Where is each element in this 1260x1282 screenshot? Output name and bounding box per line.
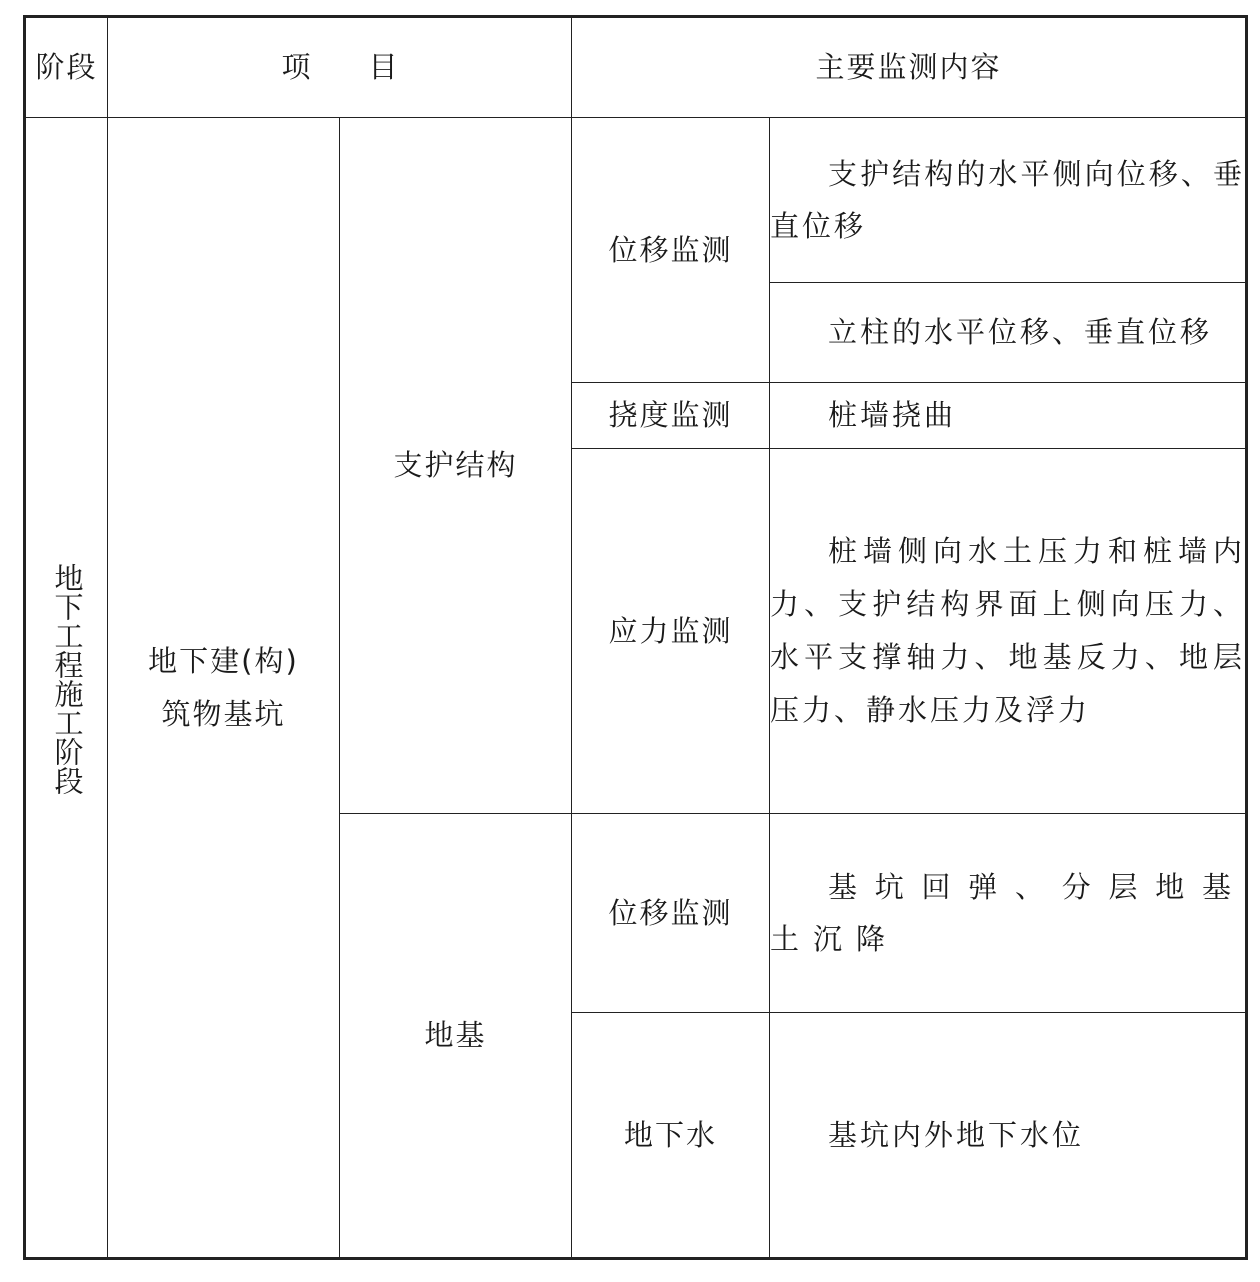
header-row <box>25 17 1247 118</box>
header-item <box>108 17 572 118</box>
header-item-label: 项 目 <box>281 50 398 85</box>
project-line-2: 筑物基坑 <box>161 696 286 731</box>
monitor-content-cell: 桩墙侧向水土压力和桩墙内力、支护结构界面上侧向压力、水平支撑轴力、地基反力、地层压力、静水压力及浮力 <box>770 449 1247 814</box>
monitor-content-cell: 桩墙挠曲 <box>770 383 1247 449</box>
monitor-content-cell: 基坑内外地下水位 <box>770 1013 1247 1259</box>
monitoring-table <box>23 15 1248 1260</box>
project-cell <box>108 118 340 1259</box>
monitor-content-cell: 基坑回弹、分层地基土沉降 <box>770 814 1247 1013</box>
monitor-type-cell: 挠度监测 <box>572 383 770 449</box>
monitor-type-cell: 位移监测 <box>572 118 770 383</box>
header-stage: 阶段 <box>25 17 108 118</box>
monitor-content-cell: 立柱的水平位移、垂直位移 <box>770 283 1247 383</box>
monitor-type-cell: 应力监测 <box>572 449 770 814</box>
group-name-cell: 地基 <box>340 814 572 1259</box>
monitor-type-cell: 地下水 <box>572 1013 770 1259</box>
stage-label: 地下工程施工阶段 <box>50 563 85 796</box>
stage-cell <box>25 118 108 1259</box>
monitor-content-cell: 支护结构的水平侧向位移、垂直位移 <box>770 118 1247 283</box>
header-content: 主要监测内容 <box>572 17 1247 118</box>
table-row <box>25 118 1247 283</box>
project-line-1: 地下建(构) <box>148 644 299 679</box>
monitor-type-cell: 位移监测 <box>572 814 770 1013</box>
group-name-cell: 支护结构 <box>340 118 572 814</box>
